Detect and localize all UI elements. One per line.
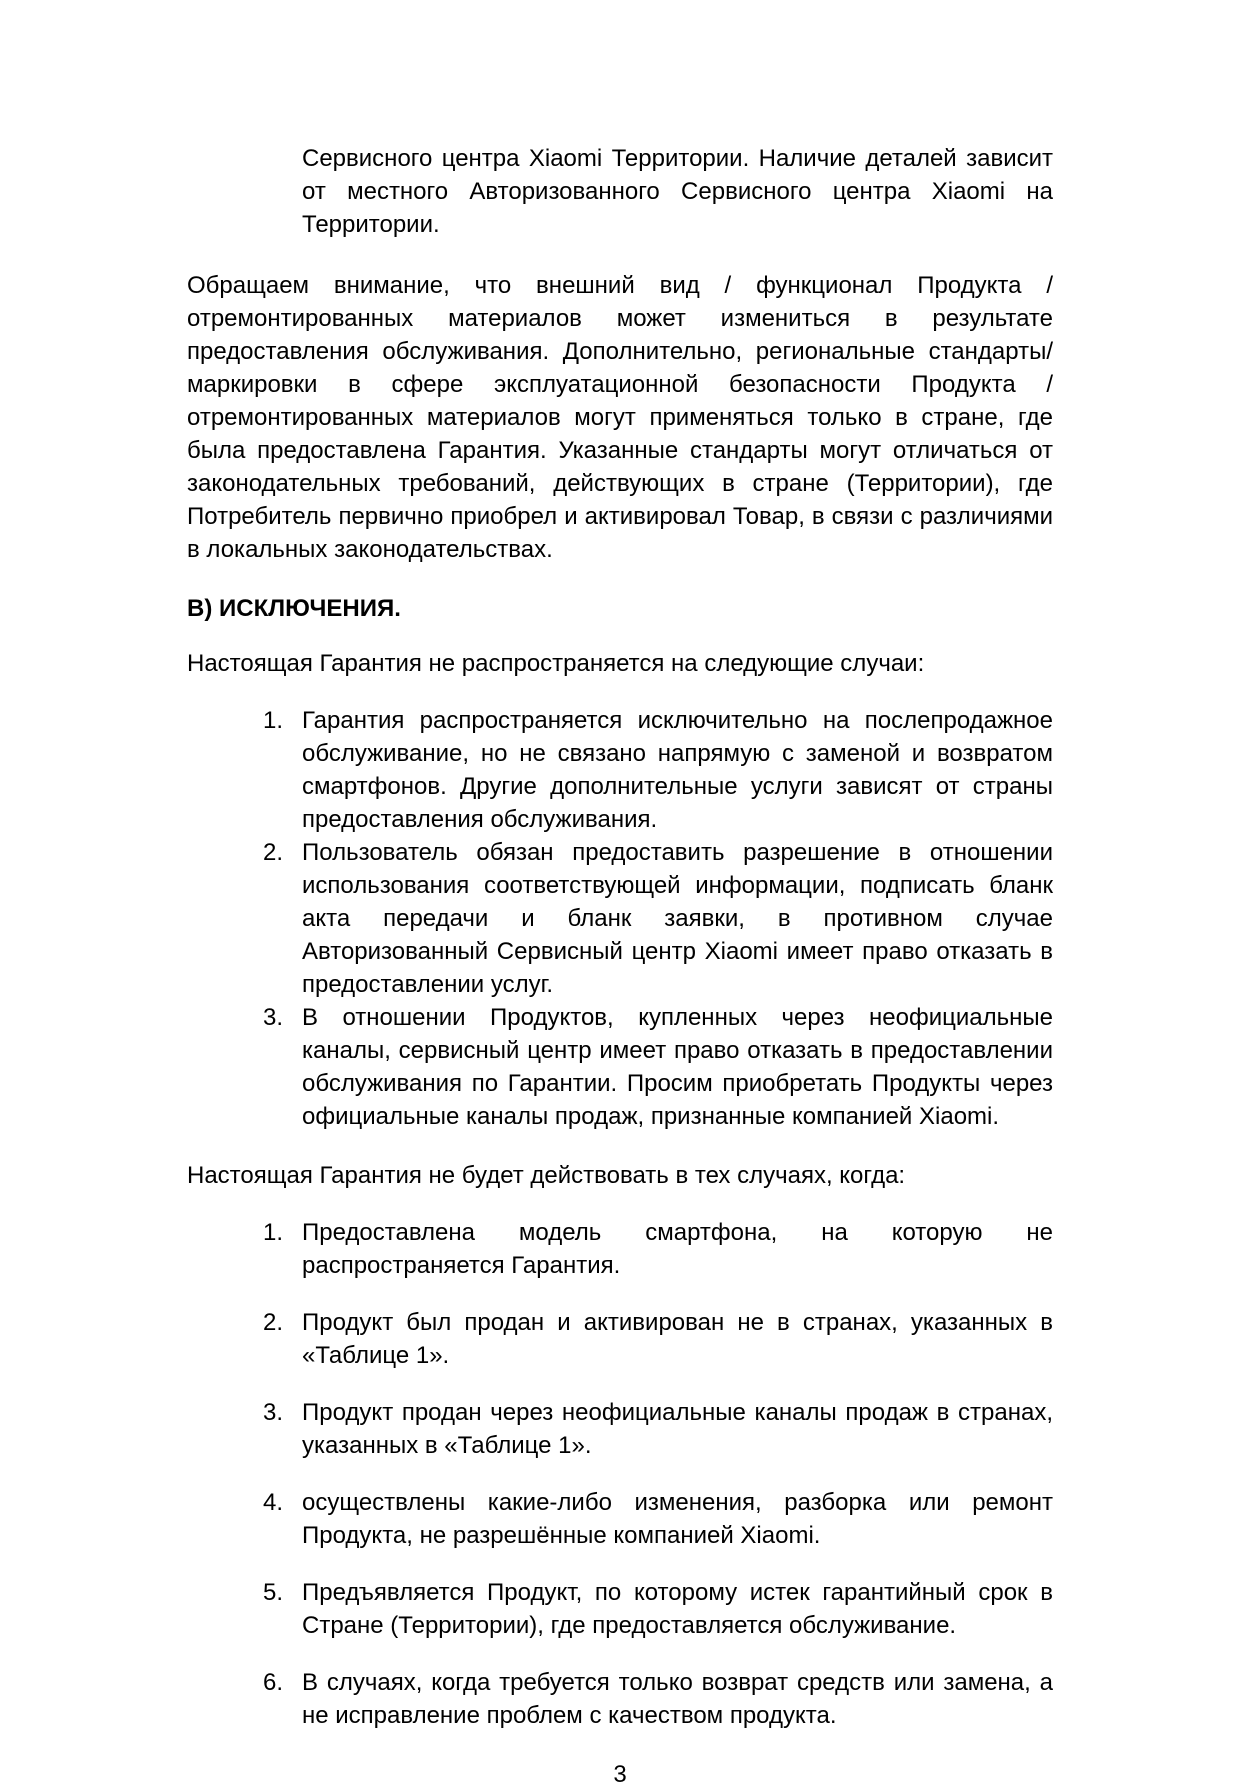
list-item xyxy=(187,1216,1053,1282)
list-item xyxy=(187,836,1053,1001)
list-item-number: 2. xyxy=(263,1309,284,1336)
section-heading-exclusions: В) ИСКЛЮЧЕНИЯ. xyxy=(187,595,401,622)
list-item-number: 5. xyxy=(263,1579,284,1606)
list-item-text: Продукт продан через неофициальные каналы продаж в странах, указанных в «Таблице 1». xyxy=(302,1399,1053,1459)
list-item-number: 3. xyxy=(263,1004,284,1031)
list-item xyxy=(187,704,1053,836)
list-item xyxy=(187,1396,1053,1462)
list-item xyxy=(187,1306,1053,1372)
list-item-number: 3. xyxy=(263,1399,284,1426)
void-cases-list xyxy=(187,1216,1053,1732)
list-item-text: осуществлены какие-либо изменения, разборка или ремонт Продукта, не разрешённые компанией Xiaomi. xyxy=(302,1489,1053,1549)
list-item xyxy=(187,1666,1053,1732)
list-item-text: Предоставлена модель смартфона, на которую не распространяется Гарантия. xyxy=(302,1219,1053,1279)
exclusions-intro: Настоящая Гарантия не распространяется на следующие случаи: xyxy=(187,650,925,677)
exclusions-list xyxy=(187,704,1053,1133)
page-number: 3 xyxy=(613,1761,627,1788)
list-item-number: 6. xyxy=(263,1669,284,1696)
list-item-text: Пользователь обязан предоставить разрешение в отношении использования соответствующей информации, подписать бланк акта передачи и бланк заявки, в противном случае Авторизованный Сервисный центр Xiaomi имеет право отказать в предоставлении услуг. xyxy=(302,839,1053,998)
list-item-number: 2. xyxy=(263,839,284,866)
list-item xyxy=(187,1576,1053,1642)
continued-paragraph: Сервисного центра Xiaomi Территории. Наличие деталей зависит от местного Авторизованного Сервисного центра Xiaomi на Территории. xyxy=(302,145,1053,238)
list-item-text: Предъявляется Продукт, по которому истек гарантийный срок в Стране (Территории), где предоставляется обслуживание. xyxy=(302,1579,1053,1639)
list-item-text: В случаях, когда требуется только возврат средств или замена, а не исправление проблем с качеством продукта. xyxy=(302,1669,1053,1729)
list-item-number: 1. xyxy=(263,707,284,734)
list-item-number: 4. xyxy=(263,1489,284,1516)
list-item xyxy=(187,1486,1053,1552)
list-item-text: Продукт был продан и активирован не в странах, указанных в «Таблице 1». xyxy=(302,1309,1053,1369)
list-item-text: Гарантия распространяется исключительно на послепродажное обслуживание, но не связано напрямую с заменой и возвратом смартфонов. Другие дополнительные услуги зависят от страны предоставления обслуживания. xyxy=(302,707,1053,833)
list-item-number: 1. xyxy=(263,1219,284,1246)
void-cases-intro: Настоящая Гарантия не будет действовать в тех случаях, когда: xyxy=(187,1162,906,1189)
list-item-text: В отношении Продуктов, купленных через неофициальные каналы, сервисный центр имеет право отказать в предоставлении обслуживания по Гарантии. Просим приобретать Продукты через официальные каналы продаж, признанные компанией Xiaomi. xyxy=(302,1004,1053,1130)
notice-paragraph: Обращаем внимание, что внешний вид / функционал Продукта / отремонтированных материалов может измениться в результате предоставления обслуживания. Дополнительно, региональные стандарты/маркировки в сфере эксплуатационной безопасности Продукта / отремонтированных материалов могут применяться только в стране, где была предоставлена Гарантия. Указанные стандарты могут отличаться от законодательных требований, действующих в стране (Территории), где Потребитель первично приобрел и активировал Товар, в связи с различиями в локальных законодательствах. xyxy=(187,272,1053,563)
list-item xyxy=(187,1001,1053,1133)
